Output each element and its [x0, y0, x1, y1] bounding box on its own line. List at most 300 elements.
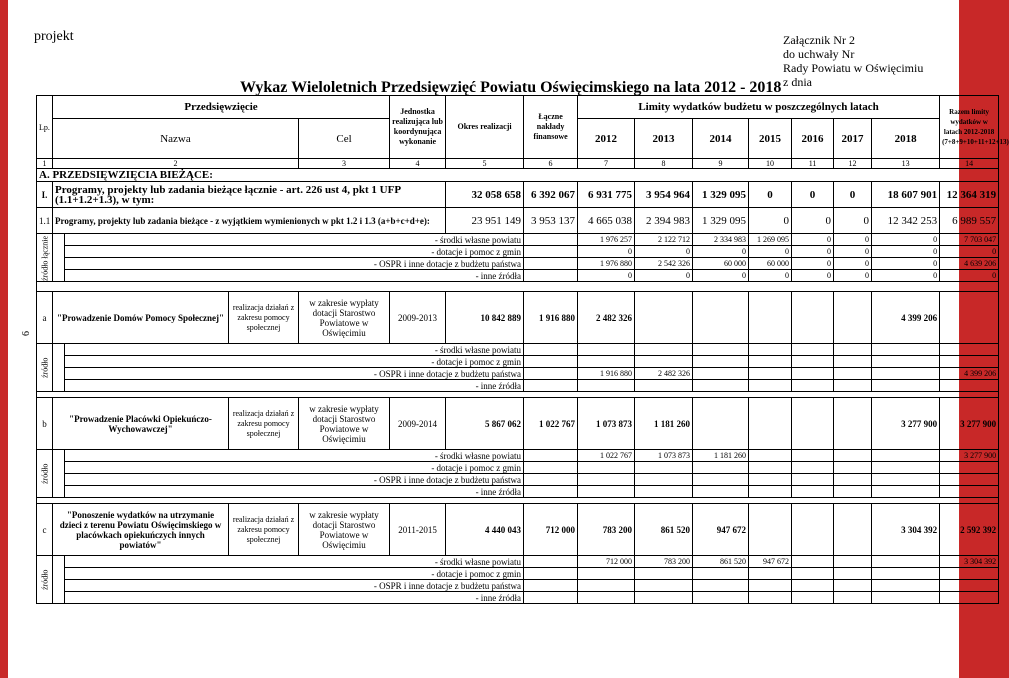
- value-cell: 1 329 095: [693, 182, 749, 208]
- value-cell: [524, 246, 578, 258]
- item-goal: realizacja działań z zakresu pomocy społecznej: [229, 398, 299, 450]
- value-cell: 0: [872, 234, 940, 246]
- value-cell: [749, 398, 792, 450]
- value-cell: [872, 450, 940, 462]
- col-unit: Jednostka realizująca lub koordynująca wykonanie: [390, 96, 446, 159]
- value-cell: [693, 292, 749, 344]
- value-cell: [834, 398, 872, 450]
- value-cell: 2 122 712: [635, 234, 693, 246]
- value-cell: 0: [578, 246, 635, 258]
- margin-mark: 6: [21, 331, 32, 336]
- source-side-label: źródło: [37, 344, 53, 392]
- value-cell: 1 916 880: [524, 292, 578, 344]
- annex-line: Rady Powiatu w Oświęcimiu: [783, 61, 924, 75]
- source-label: - środki własne powiatu: [65, 450, 524, 462]
- value-cell: [578, 462, 635, 474]
- value-cell: [749, 504, 792, 556]
- source-row: [37, 556, 999, 568]
- item-costs: 4 440 043: [446, 504, 524, 556]
- value-cell: 1 976 257: [578, 234, 635, 246]
- value-cell: [693, 398, 749, 450]
- item-costs: 10 842 889: [446, 292, 524, 344]
- blank-cell: [53, 556, 65, 604]
- value-cell: 1 976 880: [578, 258, 635, 270]
- value-cell: [578, 486, 635, 498]
- value-cell: 0: [872, 246, 940, 258]
- value-cell: [792, 344, 834, 356]
- value-cell: 12 364 319: [940, 182, 999, 208]
- value-cell: [635, 580, 693, 592]
- value-cell: [578, 592, 635, 604]
- annex-line: do uchwały Nr: [783, 47, 855, 61]
- value-cell: 2 394 983: [635, 208, 693, 234]
- value-cell: 32 058 658: [446, 182, 524, 208]
- value-cell: 0: [940, 270, 999, 282]
- value-cell: [635, 380, 693, 392]
- value-cell: 1 073 873: [578, 398, 635, 450]
- value-cell: [792, 556, 834, 568]
- summary-row: [37, 208, 999, 234]
- value-cell: 3 277 900: [872, 398, 940, 450]
- column-number: 10: [749, 159, 792, 169]
- source-row: [37, 592, 999, 604]
- value-cell: [578, 568, 635, 580]
- blank-cell: [53, 344, 65, 392]
- source-row: [37, 344, 999, 356]
- summary-row: [37, 182, 999, 208]
- value-cell: 0: [834, 182, 872, 208]
- value-cell: 0: [834, 208, 872, 234]
- value-cell: [524, 380, 578, 392]
- blank-cell: [53, 234, 65, 282]
- value-cell: [872, 592, 940, 604]
- column-number: 13: [872, 159, 940, 169]
- value-cell: [940, 474, 999, 486]
- value-cell: [872, 356, 940, 368]
- row-lp: I.: [37, 182, 53, 208]
- value-cell: [834, 504, 872, 556]
- blank-cell: [53, 450, 65, 498]
- source-label: - inne źródła: [65, 592, 524, 604]
- value-cell: [940, 568, 999, 580]
- value-cell: 1 329 095: [693, 208, 749, 234]
- value-cell: 947 672: [693, 504, 749, 556]
- value-cell: 6 392 067: [524, 182, 578, 208]
- row-lp: 1.1: [37, 208, 53, 234]
- annex-note: [783, 33, 923, 89]
- col-sum-limits: Razem limity wydatków w latach 2012-2018 (7+8+9+10+11+12+13): [940, 96, 999, 159]
- value-cell: [940, 486, 999, 498]
- col-year: 2015: [749, 119, 792, 159]
- value-cell: [872, 368, 940, 380]
- source-row: [37, 580, 999, 592]
- value-cell: 7 703 047: [940, 234, 999, 246]
- source-row: [37, 368, 999, 380]
- value-cell: 861 520: [635, 504, 693, 556]
- value-cell: [834, 568, 872, 580]
- col-year: 2013: [635, 119, 693, 159]
- col-year: 2016: [792, 119, 834, 159]
- annex-line: z dnia: [783, 75, 812, 89]
- value-cell: 0: [792, 258, 834, 270]
- column-number: 6: [524, 159, 578, 169]
- row-label: Programy, projekty lub zadania bieżące - z wyjątkiem wymienionych w pkt 1.2 i 1.3 (a+b+c+d+e):: [53, 208, 446, 234]
- value-cell: [749, 568, 792, 580]
- value-cell: [872, 344, 940, 356]
- item-name: "Prowadzenie Placówki Opiekuńczo-Wychowawczej": [53, 398, 229, 450]
- projects-table: [36, 95, 1009, 604]
- header-row: [37, 96, 999, 119]
- value-cell: 1 181 260: [635, 398, 693, 450]
- col-year: 2014: [693, 119, 749, 159]
- value-cell: 1 269 095: [749, 234, 792, 246]
- value-cell: [834, 356, 872, 368]
- item-period: 2009-2013: [390, 292, 446, 344]
- value-cell: 3 304 392: [940, 556, 999, 568]
- value-cell: 60 000: [749, 258, 792, 270]
- col-period: Okres realizacji: [446, 96, 524, 159]
- source-label: - środki własne powiatu: [65, 556, 524, 568]
- value-cell: 3 304 392: [872, 504, 940, 556]
- value-cell: [693, 580, 749, 592]
- value-cell: [749, 368, 792, 380]
- document-title: Wykaz Wieloletnich Przedsięwzięć Powiatu Oświęcimskiego na lata 2012 - 2018: [240, 79, 782, 96]
- value-cell: 4 665 038: [578, 208, 635, 234]
- source-row: [37, 246, 999, 258]
- value-cell: [524, 462, 578, 474]
- item-name: "Ponoszenie wydatków na utrzymanie dzieci z terenu Powiatu Oświęcimskiego w placówkach opiekuńczych innych powiatów": [53, 504, 229, 556]
- value-cell: [940, 344, 999, 356]
- source-label: - środki własne powiatu: [65, 234, 524, 246]
- column-number: 8: [635, 159, 693, 169]
- draft-label: projekt: [34, 29, 74, 44]
- item-period: 2011-2015: [390, 504, 446, 556]
- column-number: 14: [940, 159, 999, 169]
- value-cell: 1 073 873: [635, 450, 693, 462]
- value-cell: [693, 592, 749, 604]
- value-cell: [635, 592, 693, 604]
- col-project-group: Przedsięwzięcie: [53, 96, 390, 119]
- value-cell: 783 200: [635, 556, 693, 568]
- value-cell: 23 951 149: [446, 208, 524, 234]
- value-cell: [834, 580, 872, 592]
- col-year: 2012: [578, 119, 635, 159]
- value-cell: 0: [792, 234, 834, 246]
- value-cell: [749, 592, 792, 604]
- value-cell: [524, 486, 578, 498]
- value-cell: [749, 380, 792, 392]
- column-number: 1: [37, 159, 53, 169]
- column-number: 7: [578, 159, 635, 169]
- source-row: [37, 258, 999, 270]
- value-cell: [792, 380, 834, 392]
- value-cell: [749, 462, 792, 474]
- source-label: - OSPR i inne dotacje z budżetu państwa: [65, 474, 524, 486]
- value-cell: [792, 356, 834, 368]
- value-cell: 0: [792, 246, 834, 258]
- item-period: 2009-2014: [390, 398, 446, 450]
- col-limits: Limity wydatków budżetu w poszczególnych latach: [578, 96, 940, 119]
- column-number-row: [37, 159, 999, 169]
- value-cell: [693, 474, 749, 486]
- value-cell: 2 592 392: [940, 504, 999, 556]
- value-cell: 2 482 326: [635, 368, 693, 380]
- value-cell: [524, 580, 578, 592]
- value-cell: [578, 474, 635, 486]
- value-cell: [940, 356, 999, 368]
- value-cell: [693, 380, 749, 392]
- value-cell: 0: [693, 246, 749, 258]
- value-cell: [524, 556, 578, 568]
- value-cell: 0: [834, 258, 872, 270]
- value-cell: 2 334 983: [693, 234, 749, 246]
- value-cell: [792, 504, 834, 556]
- value-cell: [940, 380, 999, 392]
- value-cell: 3 277 900: [940, 450, 999, 462]
- value-cell: 60 000: [693, 258, 749, 270]
- value-cell: 2 482 326: [578, 292, 635, 344]
- value-cell: 0: [635, 246, 693, 258]
- value-cell: [693, 568, 749, 580]
- column-number: 4: [390, 159, 446, 169]
- source-label: - dotacje i pomoc z gmin: [65, 246, 524, 258]
- source-label: - OSPR i inne dotacje z budżetu państwa: [65, 258, 524, 270]
- column-number: 2: [53, 159, 299, 169]
- source-label: - środki własne powiatu: [65, 344, 524, 356]
- column-number: 9: [693, 159, 749, 169]
- value-cell: 1 022 767: [524, 398, 578, 450]
- value-cell: [834, 344, 872, 356]
- column-number: 5: [446, 159, 524, 169]
- item-row: [37, 292, 999, 344]
- value-cell: [940, 462, 999, 474]
- spacer-row: [37, 282, 999, 292]
- value-cell: 0: [578, 270, 635, 282]
- item-lp: b: [37, 398, 53, 450]
- source-row: [37, 356, 999, 368]
- value-cell: [792, 580, 834, 592]
- value-cell: [792, 450, 834, 462]
- source-label: - OSPR i inne dotacje z budżetu państwa: [65, 368, 524, 380]
- value-cell: [872, 462, 940, 474]
- value-cell: [578, 356, 635, 368]
- value-cell: [578, 344, 635, 356]
- value-cell: 0: [872, 258, 940, 270]
- value-cell: [693, 356, 749, 368]
- column-number: 11: [792, 159, 834, 169]
- value-cell: [524, 568, 578, 580]
- source-row: [37, 234, 999, 246]
- column-number: 12: [834, 159, 872, 169]
- source-side-label: źródło: [37, 556, 53, 604]
- annex-line: Załącznik Nr 2: [783, 33, 855, 47]
- value-cell: [834, 292, 872, 344]
- value-cell: [524, 368, 578, 380]
- value-cell: [940, 592, 999, 604]
- document-page: [8, 0, 1009, 678]
- value-cell: 4 399 206: [872, 292, 940, 344]
- source-label: - dotacje i pomoc z gmin: [65, 568, 524, 580]
- source-label: - inne źródła: [65, 486, 524, 498]
- col-goal: Cel: [299, 119, 390, 159]
- source-side-label: źródło łącznie: [37, 234, 53, 282]
- value-cell: [524, 450, 578, 462]
- value-cell: [834, 368, 872, 380]
- value-cell: 0: [834, 246, 872, 258]
- value-cell: [792, 398, 834, 450]
- value-cell: [872, 568, 940, 580]
- value-cell: 12 342 253: [872, 208, 940, 234]
- section-title: A. PRZEDSIĘWZIĘCIA BIEŻĄCE:: [37, 169, 999, 182]
- value-cell: 3 953 137: [524, 208, 578, 234]
- value-cell: 947 672: [749, 556, 792, 568]
- value-cell: [792, 568, 834, 580]
- value-cell: [524, 474, 578, 486]
- value-cell: [635, 356, 693, 368]
- source-row: [37, 568, 999, 580]
- value-cell: 2 542 326: [635, 258, 693, 270]
- source-label: - dotacje i pomoc z gmin: [65, 462, 524, 474]
- value-cell: [524, 234, 578, 246]
- value-cell: [578, 380, 635, 392]
- value-cell: 0: [749, 270, 792, 282]
- value-cell: 712 000: [524, 504, 578, 556]
- value-cell: 0: [834, 234, 872, 246]
- value-cell: [834, 486, 872, 498]
- value-cell: [792, 592, 834, 604]
- source-label: - dotacje i pomoc z gmin: [65, 356, 524, 368]
- value-cell: [693, 368, 749, 380]
- value-cell: [693, 462, 749, 474]
- item-row: [37, 504, 999, 556]
- value-cell: 712 000: [578, 556, 635, 568]
- source-row: [37, 450, 999, 462]
- value-cell: [524, 344, 578, 356]
- value-cell: [872, 580, 940, 592]
- item-unit: w zakresie wypłaty dotacji Starostwo Powiatowe w Oświęcimiu: [299, 292, 390, 344]
- value-cell: 783 200: [578, 504, 635, 556]
- value-cell: [749, 344, 792, 356]
- value-cell: 1 022 767: [578, 450, 635, 462]
- item-costs: 5 867 062: [446, 398, 524, 450]
- item-goal: realizacja działań z zakresu pomocy społecznej: [229, 504, 299, 556]
- value-cell: [792, 474, 834, 486]
- item-goal: realizacja działań z zakresu pomocy społecznej: [229, 292, 299, 344]
- value-cell: [524, 356, 578, 368]
- value-cell: 18 607 901: [872, 182, 940, 208]
- value-cell: 861 520: [693, 556, 749, 568]
- value-cell: [578, 580, 635, 592]
- value-cell: 6 989 557: [940, 208, 999, 234]
- item-lp: c: [37, 504, 53, 556]
- value-cell: [524, 258, 578, 270]
- value-cell: [524, 270, 578, 282]
- value-cell: [834, 556, 872, 568]
- value-cell: 3 954 964: [635, 182, 693, 208]
- value-cell: 4 639 206: [940, 258, 999, 270]
- value-cell: [834, 474, 872, 486]
- value-cell: [940, 580, 999, 592]
- col-year: 2017: [834, 119, 872, 159]
- col-total-costs: Łączne nakłady finansowe: [524, 96, 578, 159]
- row-label: Programy, projekty lub zadania bieżące łącznie - art. 226 ust 4, pkt 1 UFP (1.1+1.2+1.3), w tym:: [53, 182, 446, 208]
- item-unit: w zakresie wypłaty dotacji Starostwo Powiatowe w Oświęcimiu: [299, 398, 390, 450]
- source-row: [37, 462, 999, 474]
- value-cell: 0: [693, 270, 749, 282]
- value-cell: 0: [792, 270, 834, 282]
- value-cell: [635, 462, 693, 474]
- value-cell: [693, 344, 749, 356]
- value-cell: [792, 462, 834, 474]
- source-side-label: źródło: [37, 450, 53, 498]
- value-cell: 0: [749, 246, 792, 258]
- value-cell: 0: [635, 270, 693, 282]
- value-cell: [834, 592, 872, 604]
- value-cell: [792, 368, 834, 380]
- value-cell: 3 277 900: [940, 398, 999, 450]
- value-cell: [635, 292, 693, 344]
- section-row: [37, 169, 999, 182]
- source-label: - OSPR i inne dotacje z budżetu państwa: [65, 580, 524, 592]
- value-cell: [635, 486, 693, 498]
- value-cell: [693, 486, 749, 498]
- value-cell: [749, 356, 792, 368]
- value-cell: 0: [834, 270, 872, 282]
- value-cell: 0: [749, 182, 792, 208]
- value-cell: [792, 486, 834, 498]
- column-number: 3: [299, 159, 390, 169]
- source-row: [37, 474, 999, 486]
- source-row: [37, 380, 999, 392]
- value-cell: [792, 292, 834, 344]
- col-lp: Lp.: [37, 96, 53, 159]
- value-cell: [749, 486, 792, 498]
- value-cell: [635, 568, 693, 580]
- value-cell: [749, 292, 792, 344]
- value-cell: [749, 474, 792, 486]
- value-cell: [872, 486, 940, 498]
- value-cell: [524, 592, 578, 604]
- value-cell: 0: [749, 208, 792, 234]
- col-year: 2018: [872, 119, 940, 159]
- value-cell: [635, 344, 693, 356]
- value-cell: [940, 292, 999, 344]
- source-row: [37, 486, 999, 498]
- value-cell: [749, 450, 792, 462]
- value-cell: [872, 474, 940, 486]
- item-name: "Prowadzenie Domów Pomocy Społecznej": [53, 292, 229, 344]
- col-name: Nazwa: [53, 119, 299, 159]
- value-cell: 6 931 775: [578, 182, 635, 208]
- value-cell: 0: [792, 208, 834, 234]
- value-cell: 1 916 880: [578, 368, 635, 380]
- value-cell: [872, 380, 940, 392]
- item-unit: w zakresie wypłaty dotacji Starostwo Powiatowe w Oświęcimiu: [299, 504, 390, 556]
- value-cell: [635, 474, 693, 486]
- value-cell: [834, 450, 872, 462]
- source-row: [37, 270, 999, 282]
- value-cell: [872, 556, 940, 568]
- value-cell: [834, 380, 872, 392]
- value-cell: 0: [940, 246, 999, 258]
- value-cell: [834, 462, 872, 474]
- source-label: - inne źródła: [65, 270, 524, 282]
- value-cell: 4 399 206: [940, 368, 999, 380]
- source-label: - inne źródła: [65, 380, 524, 392]
- item-lp: a: [37, 292, 53, 344]
- value-cell: 0: [872, 270, 940, 282]
- value-cell: 1 181 260: [693, 450, 749, 462]
